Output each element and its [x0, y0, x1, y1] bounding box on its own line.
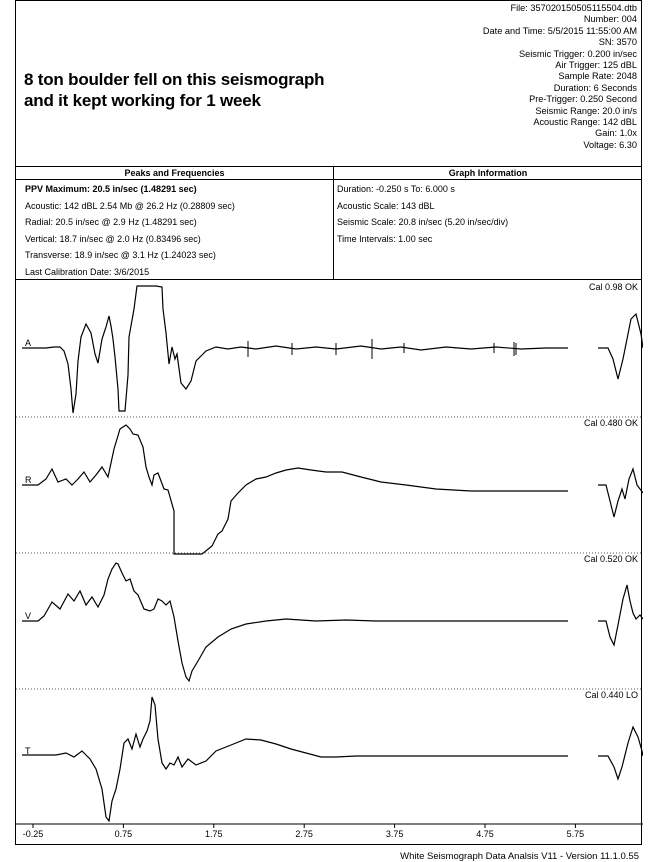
- peaks-title: Peaks and Frequencies: [124, 168, 225, 178]
- seismic-scale: Seismic Scale: 20.8 in/sec (5.20 in/sec/div): [337, 217, 509, 227]
- x-tick-label: 0.75: [114, 829, 133, 839]
- calibration-labels: [584, 282, 638, 700]
- calibration-date: Last Calibration Date: 3/6/2015: [25, 266, 150, 277]
- x-tick-label: -0.25: [22, 829, 44, 839]
- calibration-status: Cal 0.520 OK: [583, 554, 638, 564]
- channel-letter-r: R: [25, 475, 32, 485]
- air-trigger: Air Trigger: 125 dBL: [555, 60, 637, 71]
- graph-info-title: Graph Information: [448, 168, 528, 178]
- event-number: Number: 004: [583, 14, 637, 25]
- time-intervals: Time Intervals: 1.00 sec: [337, 233, 433, 244]
- vertical-trace: [22, 563, 568, 681]
- transverse-cal-pulse: [598, 727, 643, 779]
- x-tick-label: 4.75: [476, 829, 494, 839]
- voltage: Voltage: 6.30: [583, 139, 637, 150]
- panel-separator: [333, 166, 334, 279]
- headline-line-1: 8 ton boulder fell on this seismograph: [24, 70, 325, 89]
- date-time: Date and Time: 5/5/2015 11:55:00 AM: [482, 25, 637, 36]
- seismic-trigger: Seismic Trigger: 0.200 in/sec: [519, 48, 637, 59]
- graph-duration: Duration: -0.250 s To: 6.000 s: [337, 184, 455, 194]
- seismic-range: Seismic Range: 20.0 in/s: [535, 105, 637, 116]
- x-axis-ticks: [23, 824, 584, 839]
- transverse-trace: [22, 697, 568, 821]
- x-tick-label: 1.75: [205, 829, 223, 839]
- ppv-maximum: PPV Maximum: 20.5 in/sec (1.48291 sec): [25, 184, 197, 194]
- pre-trigger: Pre-Trigger: 0.250 Second: [529, 94, 637, 105]
- x-tick-label: 3.75: [385, 829, 404, 839]
- serial-number: SN: 3570: [598, 37, 637, 48]
- acoustic-peak: Acoustic: 142 dBL 2.54 Mb @ 26.2 Hz (0.28809 sec): [25, 200, 235, 211]
- vertical-cal-pulse: [598, 585, 643, 645]
- gain: Gain: 1.0x: [595, 128, 637, 139]
- acoustic-trace: [22, 286, 568, 413]
- calibration-status: Cal 0.480 OK: [583, 418, 638, 428]
- peaks-panel: [25, 181, 235, 280]
- radial-peak: Radial: 20.5 in/sec @ 2.9 Hz (1.48291 sec): [25, 217, 197, 227]
- divider: [16, 179, 641, 180]
- radial-trace: [22, 425, 568, 554]
- transverse-peak: Transverse: 18.9 in/sec @ 3.1 Hz (1.24023 sec): [25, 250, 216, 260]
- acoustic-cal-pulse: [598, 314, 643, 379]
- x-tick-label: 5.75: [566, 829, 585, 839]
- report-frame: [15, 0, 642, 845]
- x-tick-label: 2.75: [295, 829, 313, 839]
- acoustic-range: Acoustic Range: 142 dBL: [533, 117, 637, 128]
- channel-letter-t: T: [25, 746, 31, 756]
- divider: [16, 166, 641, 167]
- calibration-status: Cal 0.440 LO: [584, 690, 638, 700]
- software-version: White Seismograph Data Analsis V11 - Version 11.1.0.55: [400, 851, 639, 862]
- headline-line-2: and it kept working for 1 week: [24, 91, 261, 110]
- acoustic-scale: Acoustic Scale: 143 dBL: [337, 200, 435, 211]
- waveform-plot: [16, 279, 643, 846]
- sample-rate: Sample Rate: 2048: [558, 71, 637, 82]
- channel-letter-v: V: [25, 611, 32, 621]
- channel-letter-a: A: [25, 338, 32, 348]
- recording-info: [483, 3, 637, 151]
- channel-labels: [25, 338, 32, 756]
- radial-cal-pulse: [598, 469, 643, 517]
- graph-info-panel: [337, 181, 508, 247]
- headline: [24, 69, 324, 111]
- vertical-peak: Vertical: 18.7 in/sec @ 2.0 Hz (0.83496 sec): [25, 233, 201, 244]
- file-name: File: 357020150505115504.dtb: [510, 3, 637, 13]
- calibration-status: Cal 0.98 OK: [588, 282, 638, 292]
- duration: Duration: 6 Seconds: [553, 82, 637, 93]
